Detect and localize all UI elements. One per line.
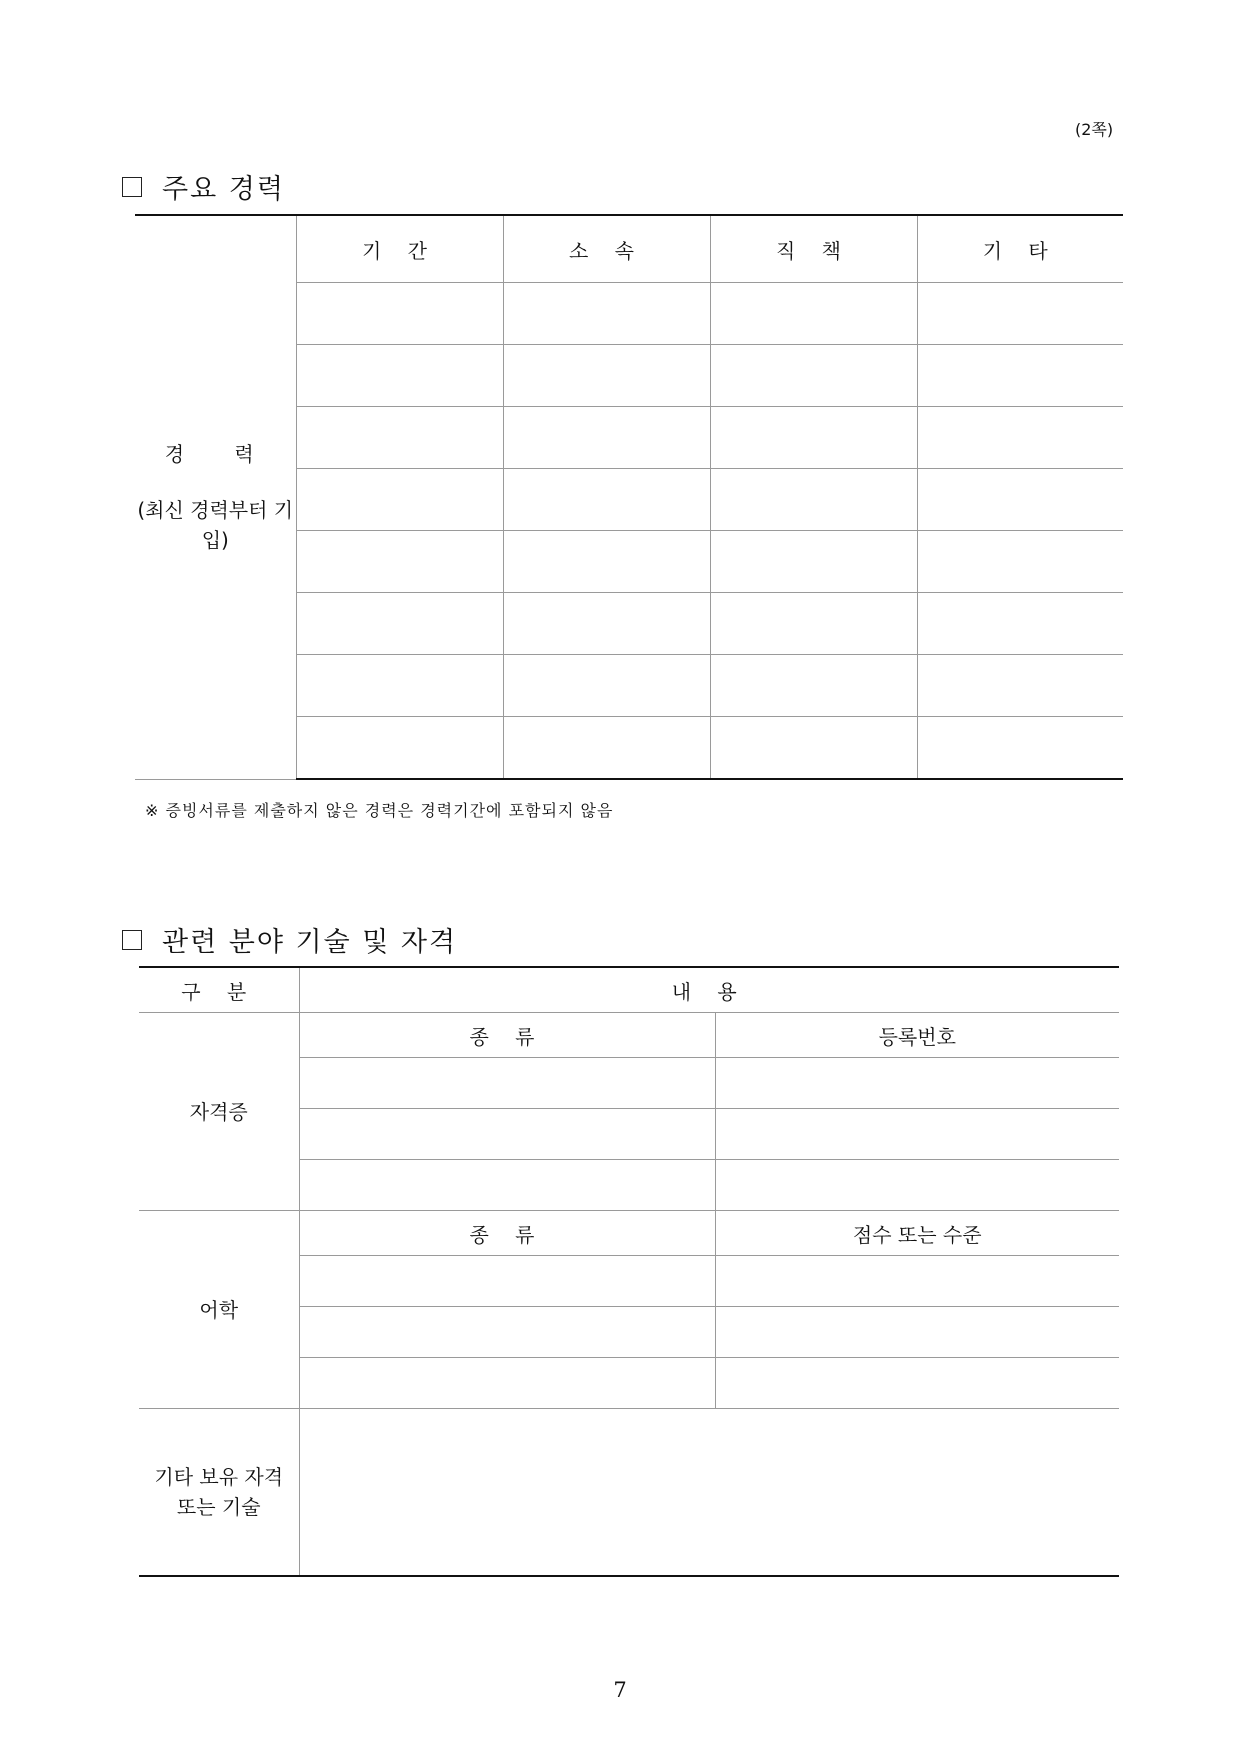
affiliation-cell[interactable] (503, 469, 710, 531)
other-cell[interactable] (917, 345, 1123, 407)
career-note: ※ 증빙서류를 제출하지 않은 경력은 경력기간에 포함되지 않음 (145, 801, 614, 820)
language-score-cell[interactable] (715, 1358, 1119, 1409)
other-cell[interactable] (917, 717, 1123, 780)
affiliation-cell[interactable] (503, 283, 710, 345)
position-cell[interactable] (710, 717, 917, 780)
certificate-type-cell[interactable] (299, 1160, 715, 1211)
career-table (135, 214, 1123, 780)
language-type-cell[interactable] (299, 1256, 715, 1307)
section-career-title-text: 주요 경력 (162, 174, 285, 205)
language-subheader-row (139, 1211, 1119, 1256)
language-type-cell[interactable] (299, 1358, 715, 1409)
other-skills-content-cell[interactable] (299, 1409, 1119, 1577)
language-label: 어학 (139, 1211, 299, 1409)
certificate-number-cell[interactable] (715, 1058, 1119, 1109)
position-cell[interactable] (710, 407, 917, 469)
section-skills-title (122, 920, 457, 959)
affiliation-cell[interactable] (503, 407, 710, 469)
skills-header-row (139, 967, 1119, 1013)
position-cell[interactable] (710, 345, 917, 407)
certificate-number-cell[interactable] (715, 1109, 1119, 1160)
certificate-subheader-row (139, 1013, 1119, 1058)
position-cell[interactable] (710, 593, 917, 655)
other-cell[interactable] (917, 655, 1123, 717)
period-cell[interactable] (296, 717, 503, 780)
other-skills-label-line1: 기타 보유 자격 (154, 1465, 284, 1489)
page-label: (2쪽) (1075, 120, 1114, 139)
affiliation-cell[interactable] (503, 345, 710, 407)
header-category: 구 분 (139, 967, 299, 1013)
affiliation-cell[interactable] (503, 531, 710, 593)
position-cell[interactable] (710, 283, 917, 345)
column-header-affiliation: 소 속 (503, 215, 710, 283)
language-type-cell[interactable] (299, 1307, 715, 1358)
affiliation-cell[interactable] (503, 593, 710, 655)
certificate-number-cell[interactable] (715, 1160, 1119, 1211)
language-type-header: 종 류 (299, 1211, 715, 1256)
certificate-type-header: 종 류 (299, 1013, 715, 1058)
other-cell[interactable] (917, 407, 1123, 469)
certificate-type-cell[interactable] (299, 1109, 715, 1160)
other-cell[interactable] (917, 531, 1123, 593)
period-cell[interactable] (296, 531, 503, 593)
certificate-number-header: 등록번호 (715, 1013, 1119, 1058)
other-cell[interactable] (917, 283, 1123, 345)
column-header-position: 직 책 (710, 215, 917, 283)
period-cell[interactable] (296, 593, 503, 655)
checkbox-square-icon (122, 930, 142, 950)
period-cell[interactable] (296, 283, 503, 345)
other-cell[interactable] (917, 593, 1123, 655)
position-cell[interactable] (710, 531, 917, 593)
position-cell[interactable] (710, 655, 917, 717)
affiliation-cell[interactable] (503, 717, 710, 780)
affiliation-cell[interactable] (503, 655, 710, 717)
career-header-row (135, 215, 1123, 283)
header-content: 내 용 (299, 967, 1119, 1013)
career-label-main: 경 력 (164, 442, 276, 467)
position-cell[interactable] (710, 469, 917, 531)
career-label-sub: (최신 경력부터 기입) (137, 498, 294, 553)
other-skills-row (139, 1409, 1119, 1577)
other-cell[interactable] (917, 469, 1123, 531)
career-row-label (135, 215, 296, 779)
certificate-type-cell[interactable] (299, 1058, 715, 1109)
period-cell[interactable] (296, 407, 503, 469)
language-score-header: 점수 또는 수준 (715, 1211, 1119, 1256)
column-header-other: 기 타 (917, 215, 1123, 283)
other-skills-label (139, 1409, 299, 1577)
other-skills-label-line2: 또는 기술 (176, 1495, 261, 1519)
column-header-period: 기 간 (296, 215, 503, 283)
certificate-label: 자격증 (139, 1013, 299, 1211)
section-career-title (122, 167, 285, 206)
language-score-cell[interactable] (715, 1256, 1119, 1307)
skills-table (139, 966, 1119, 1577)
period-cell[interactable] (296, 469, 503, 531)
checkbox-square-icon (122, 177, 142, 197)
page-number: 7 (613, 1678, 627, 1702)
period-cell[interactable] (296, 345, 503, 407)
period-cell[interactable] (296, 655, 503, 717)
language-score-cell[interactable] (715, 1307, 1119, 1358)
section-skills-title-text: 관련 분야 기술 및 자격 (162, 927, 458, 958)
